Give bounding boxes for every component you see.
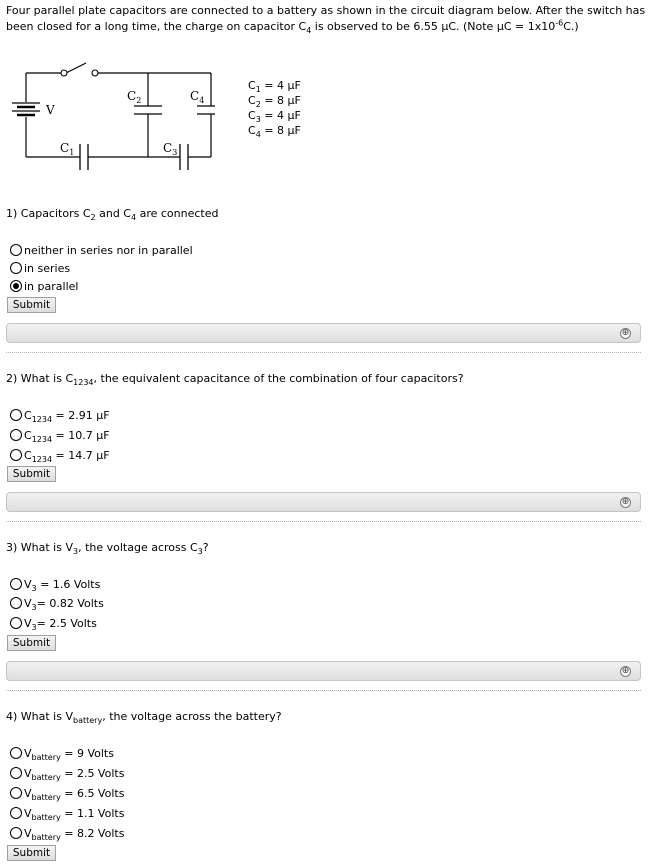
question-1-text: 1) Capacitors $C_2$ and $C_4$ are connected bbox=[6, 207, 219, 223]
label-c2: $C_2$ bbox=[127, 89, 142, 105]
q1-feedback-bar[interactable] bbox=[6, 323, 641, 343]
radio-icon[interactable] bbox=[10, 578, 22, 590]
problem-statement: Four parallel plate capacitors are connected to a battery as shown in the circuit diagram below. After the switch has been closed for a long time, the charge on capacitor $C_4$ is observed to be 6.55 μC. (Note $\mu C = 1x10^{-6}C$.) bbox=[6, 4, 646, 36]
q3-feedback-bar[interactable] bbox=[6, 661, 641, 681]
q1-option-neither[interactable]: neither in series nor in parallel bbox=[10, 241, 193, 259]
q3-option-1[interactable]: $V_3 = 1.6$ Volts bbox=[10, 575, 100, 593]
q2-option-1[interactable]: $C_{1234} = 2.91$ μF bbox=[10, 406, 110, 424]
radio-checked-icon[interactable] bbox=[10, 280, 22, 292]
q1-option-series[interactable]: in series bbox=[10, 259, 70, 277]
radio-icon[interactable] bbox=[10, 747, 22, 759]
label-c1: $C_1$ bbox=[60, 141, 75, 157]
divider bbox=[6, 352, 641, 353]
radio-icon[interactable] bbox=[10, 767, 22, 779]
switch-pivot-icon bbox=[61, 70, 67, 76]
radio-icon[interactable] bbox=[10, 429, 22, 441]
q2-option-3[interactable]: $C_{1234} = 14.7$ μF bbox=[10, 446, 110, 464]
expand-icon[interactable]: ⊕ bbox=[621, 497, 630, 507]
question-2-text: 2) What is $C_{1234}$, the equivalent capacitance of the combination of four capacitors? bbox=[6, 372, 464, 388]
label-c3: $C_3$ bbox=[163, 141, 178, 157]
radio-icon[interactable] bbox=[10, 409, 22, 421]
q2-option-2[interactable]: $C_{1234} = 10.7$ μF bbox=[10, 426, 110, 444]
label-c4: $C_4$ bbox=[190, 89, 205, 105]
q2-submit-button[interactable]: Submit bbox=[7, 466, 56, 482]
q1-option-parallel[interactable]: in parallel bbox=[10, 277, 78, 295]
q4-option-3[interactable]: $V_{battery} = 6.5$ Volts bbox=[10, 784, 124, 802]
question-4-text: 4) What is $V_{battery}$, the voltage across the battery? bbox=[6, 710, 282, 726]
expand-icon[interactable]: ⊕ bbox=[621, 666, 630, 676]
value-c1: $C_1 = 4$ μF bbox=[248, 79, 301, 95]
capacitor-c1-icon bbox=[80, 144, 88, 170]
q4-option-4[interactable]: $V_{battery} = 1.1$ Volts bbox=[10, 804, 124, 822]
q4-option-1[interactable]: $V_{battery} = 9$ Volts bbox=[10, 744, 114, 762]
q4-option-2[interactable]: $V_{battery} = 2.5$ Volts bbox=[10, 764, 124, 782]
q1-submit-button[interactable]: Submit bbox=[7, 297, 56, 313]
radio-icon[interactable] bbox=[10, 449, 22, 461]
q4-option-5[interactable]: $V_{battery} = 8.2$ Volts bbox=[10, 824, 124, 842]
value-c4: $C_4 = 8$ μF bbox=[248, 124, 301, 140]
radio-icon[interactable] bbox=[10, 617, 22, 629]
switch-contact-icon bbox=[92, 70, 98, 76]
battery-label: V bbox=[46, 103, 55, 117]
battery-icon bbox=[12, 103, 40, 115]
circuit-diagram bbox=[6, 60, 216, 180]
q3-submit-button[interactable]: Submit bbox=[7, 635, 56, 651]
q4-submit-button[interactable]: Submit bbox=[7, 845, 56, 861]
radio-icon[interactable] bbox=[10, 827, 22, 839]
capacitor-c2-icon bbox=[134, 106, 162, 114]
radio-icon[interactable] bbox=[10, 597, 22, 609]
question-3-text: 3) What is $V_3$, the voltage across $C_3$? bbox=[6, 541, 209, 557]
radio-icon[interactable] bbox=[10, 262, 22, 274]
divider bbox=[6, 521, 641, 522]
radio-icon[interactable] bbox=[10, 807, 22, 819]
value-c3: $C_3 = 4$ μF bbox=[248, 109, 301, 125]
value-c2: $C_2 = 8$ μF bbox=[248, 94, 301, 110]
capacitance-values bbox=[248, 78, 301, 138]
divider bbox=[6, 690, 641, 691]
radio-icon[interactable] bbox=[10, 787, 22, 799]
q3-option-3[interactable]: $V_3= 2.5$ Volts bbox=[10, 614, 97, 632]
capacitor-c3-icon bbox=[180, 144, 188, 170]
expand-icon[interactable]: ⊕ bbox=[621, 328, 630, 338]
q3-option-2[interactable]: $V_3= 0.82$ Volts bbox=[10, 594, 104, 612]
radio-icon[interactable] bbox=[10, 244, 22, 256]
q2-feedback-bar[interactable] bbox=[6, 492, 641, 512]
capacitor-c4-icon bbox=[197, 106, 215, 114]
